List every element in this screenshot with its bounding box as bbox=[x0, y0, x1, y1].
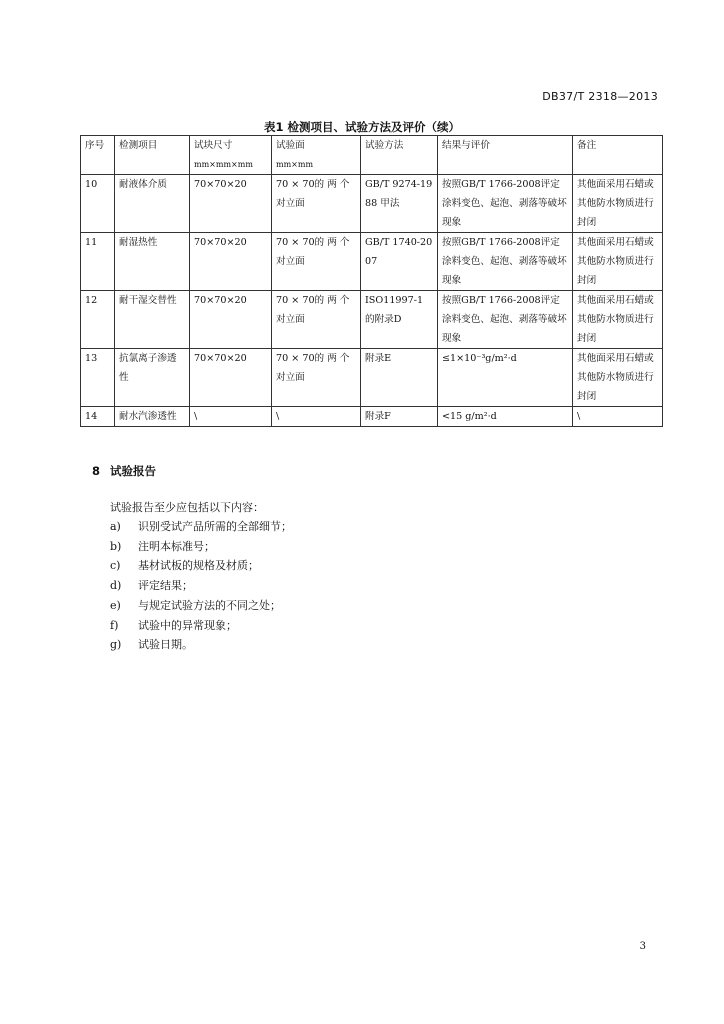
cell-method: GB/T 9274-1988 甲法 bbox=[361, 175, 438, 233]
cell-result: 按照GB/T 1766-2008评定涂料变色、起泡、剥落等破坏现象 bbox=[438, 233, 573, 291]
cell-face: 70 × 70的 两 个 对立面 bbox=[272, 175, 361, 233]
col-header-size: 试块尺寸 mm×mm×mm bbox=[190, 136, 272, 175]
list-item-text: 评定结果； bbox=[138, 579, 193, 593]
col-unit-size: mm×mm×mm bbox=[194, 160, 253, 169]
table-row bbox=[81, 407, 663, 427]
list-marker: b) bbox=[110, 539, 122, 553]
cell-item: 耐干湿交替性 bbox=[115, 291, 190, 349]
section-heading bbox=[92, 463, 156, 479]
report-items-list bbox=[110, 517, 292, 655]
list-item bbox=[110, 616, 292, 636]
col-unit-face: mm×mm bbox=[276, 160, 314, 169]
cell-note: 其他面采用石蜡或其他防水物质进行封闭 bbox=[573, 175, 663, 233]
table-row bbox=[81, 291, 663, 349]
list-item-text: 识别受试产品所需的全部细节； bbox=[138, 520, 292, 533]
cell-no: 10 bbox=[81, 175, 115, 233]
list-marker: a) bbox=[110, 520, 121, 533]
cell-size: 70×70×20 bbox=[190, 175, 272, 233]
list-marker: f) bbox=[110, 618, 119, 632]
cell-no: 11 bbox=[81, 233, 115, 291]
list-item-text: 试验中的异常现象； bbox=[138, 618, 237, 632]
cell-method: GB/T 1740-2007 bbox=[361, 233, 438, 291]
cell-result: 按照GB/T 1766-2008评定涂料变色、起泡、剥落等破坏现象 bbox=[438, 291, 573, 349]
cell-size: 70×70×20 bbox=[190, 291, 272, 349]
cell-method: 附录E bbox=[361, 349, 438, 407]
cell-size: \ bbox=[190, 407, 272, 427]
list-marker: d) bbox=[110, 579, 122, 593]
table-header-row bbox=[81, 136, 663, 175]
list-marker: c) bbox=[110, 559, 121, 573]
cell-item: 耐水汽渗透性 bbox=[115, 407, 190, 427]
list-item-text: 注明本标准号； bbox=[138, 539, 215, 553]
list-item bbox=[110, 556, 292, 576]
list-item bbox=[110, 576, 292, 596]
cell-size: 70×70×20 bbox=[190, 233, 272, 291]
cell-no: 12 bbox=[81, 291, 115, 349]
list-item-text: 与规定试验方法的不同之处； bbox=[138, 598, 281, 612]
cell-method: ISO11997-1 的附录D bbox=[361, 291, 438, 349]
col-header-method: 试验方法 bbox=[361, 136, 438, 175]
table-caption: 表1 检测项目、试验方法及评价（续） bbox=[263, 120, 460, 134]
col-header-note: 备注 bbox=[573, 136, 663, 175]
cell-face: 70 × 70的 两 个 对立面 bbox=[272, 291, 361, 349]
section-number: 8 bbox=[92, 464, 101, 478]
section-title: 试验报告 bbox=[110, 464, 157, 478]
test-items-table bbox=[80, 135, 663, 427]
cell-face: \ bbox=[272, 407, 361, 427]
list-item bbox=[110, 537, 292, 557]
page-number: 3 bbox=[639, 941, 646, 952]
table-row bbox=[81, 175, 663, 233]
list-item bbox=[110, 596, 292, 616]
col-header-face: 试验面 mm×mm bbox=[272, 136, 361, 175]
cell-note: 其他面采用石蜡或其他防水物质进行封闭 bbox=[573, 349, 663, 407]
standard-code: DB37/T 2318—2013 bbox=[542, 90, 658, 103]
cell-no: 14 bbox=[81, 407, 115, 427]
col-header-item: 检测项目 bbox=[115, 136, 190, 175]
cell-note: 其他面采用石蜡或其他防水物质进行封闭 bbox=[573, 291, 663, 349]
list-item-text: 基材试板的规格及材质； bbox=[138, 559, 259, 573]
list-item bbox=[110, 635, 292, 655]
list-item-text: 试验日期。 bbox=[138, 638, 193, 652]
list-item bbox=[110, 517, 292, 537]
list-marker: g) bbox=[110, 638, 122, 652]
cell-result: <15 g/m²·d bbox=[438, 407, 573, 427]
cell-result: 按照GB/T 1766-2008评定涂料变色、起泡、剥落等破坏现象 bbox=[438, 175, 573, 233]
cell-note: \ bbox=[573, 407, 663, 427]
cell-result: ≤1×10⁻³g/m²·d bbox=[438, 349, 573, 407]
col-header-result: 结果与评价 bbox=[438, 136, 573, 175]
cell-size: 70×70×20 bbox=[190, 349, 272, 407]
list-marker: e) bbox=[110, 598, 121, 612]
section-intro: 试验报告至少应包括以下内容： bbox=[110, 501, 264, 514]
cell-face: 70 × 70的 两 个 对立面 bbox=[272, 233, 361, 291]
cell-item: 抗氯离子渗透性 bbox=[115, 349, 190, 407]
table-row bbox=[81, 233, 663, 291]
cell-face: 70 × 70的 两 个 对立面 bbox=[272, 349, 361, 407]
table-row bbox=[81, 349, 663, 407]
cell-method: 附录F bbox=[361, 407, 438, 427]
cell-no: 13 bbox=[81, 349, 115, 407]
cell-item: 耐湿热性 bbox=[115, 233, 190, 291]
cell-item: 耐液体介质 bbox=[115, 175, 190, 233]
cell-note: 其他面采用石蜡或其他防水物质进行封闭 bbox=[573, 233, 663, 291]
col-header-no: 序号 bbox=[81, 136, 115, 175]
